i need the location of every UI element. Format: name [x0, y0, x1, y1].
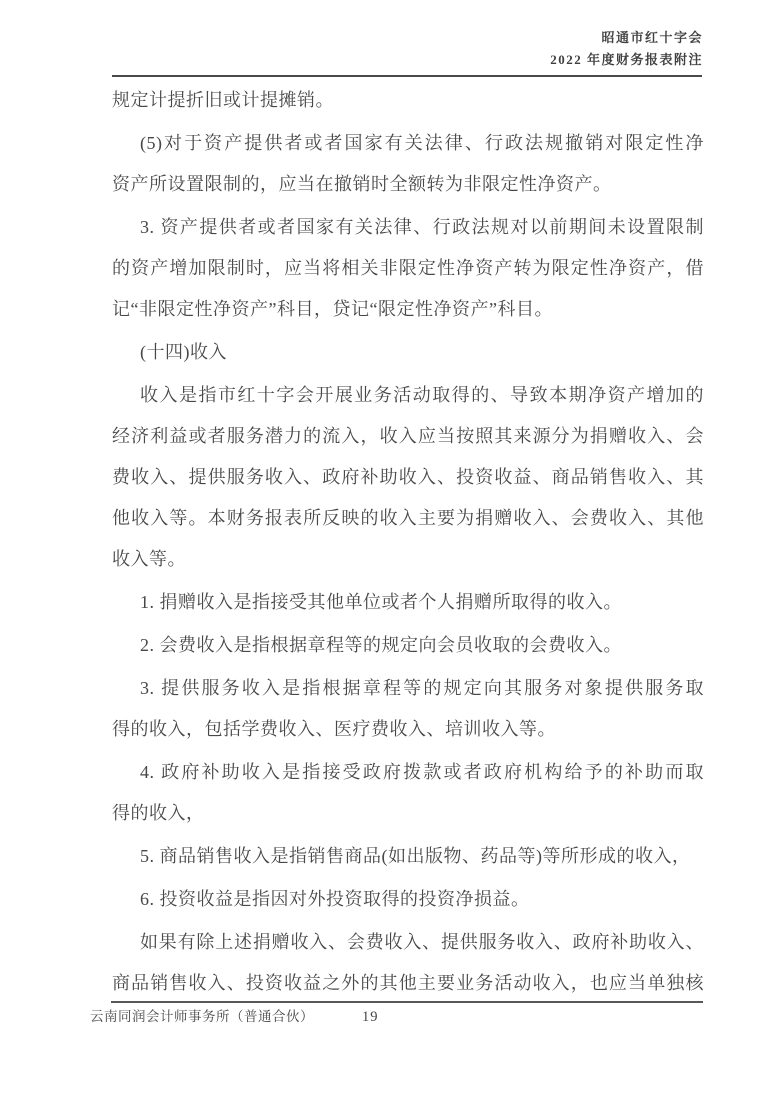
- paragraph: [112, 625, 704, 666]
- text-line: 2. 会费收入是指根据章程等的规定向会员收取的会费收入。: [140, 635, 622, 655]
- section-heading: [112, 332, 704, 373]
- paragraph: [112, 123, 704, 205]
- paragraph: [112, 375, 704, 580]
- text-line: 收入等。: [112, 549, 186, 569]
- text-line: 1. 捐赠收入是指接受其他单位或者个人捐赠所取得的收入。: [140, 592, 622, 612]
- text-line: (5)对于资产提供者或者国家有关法律、行政法规撤销对限定性净: [140, 133, 704, 153]
- document-body: [112, 80, 704, 1004]
- paragraph: [112, 80, 704, 121]
- header-rule: [112, 75, 702, 77]
- text-line: 资产所设置限制的，应当在撤销时全额转为非限定性净资产。: [112, 174, 612, 194]
- text-line: 3. 提供服务收入是指根据章程等的规定向其服务对象提供服务取: [140, 678, 704, 698]
- page-header: [550, 27, 703, 71]
- text-line: 记“非限定性净资产”科目，贷记“限定性净资产”科目。: [112, 299, 553, 319]
- page-footer: [90, 1006, 704, 1028]
- text-line: 他收入等。本财务报表所反映的收入主要为捐赠收入、会费收入、其他: [112, 508, 704, 528]
- text-line: (十四)收入: [140, 342, 227, 362]
- text-line: 的资产增加限制时，应当将相关非限定性净资产转为限定性净资产，借: [112, 258, 704, 278]
- paragraph: [112, 922, 704, 1004]
- text-line: 收入是指市红十字会开展业务活动取得的、导致本期净资产增加的: [140, 385, 704, 405]
- text-line: 得的收入，包括学费收入、医疗费收入、培训收入等。: [112, 719, 556, 739]
- text-line: 商品销售收入、投资收益之外的其他主要业务活动收入，也应当单独核: [112, 973, 704, 993]
- text-line: 4. 政府补助收入是指接受政府拨款或者政府机构给予的补助而取: [140, 762, 704, 782]
- text-line: 如果有除上述捐赠收入、会费收入、提供服务收入、政府补助收入、: [140, 932, 704, 952]
- paragraph: [112, 752, 704, 834]
- paragraph: [112, 207, 704, 330]
- paragraph: [112, 879, 704, 920]
- text-line: 得的收入，: [112, 803, 205, 823]
- footer-page-number: 19: [362, 1009, 379, 1025]
- paragraph: [112, 668, 704, 750]
- text-line: 经济利益或者服务潜力的流入，收入应当按照其来源分为捐赠收入、会: [112, 426, 704, 446]
- paragraph: [112, 836, 704, 877]
- paragraph: [112, 582, 704, 623]
- footer-firm-name: 云南同润会计师事务所（普通合伙）: [90, 1009, 314, 1024]
- text-line: 3. 资产提供者或者国家有关法律、行政法规对以前期间未设置限制: [140, 217, 704, 237]
- header-doc-title: 2022 年度财务报表附注: [550, 52, 703, 67]
- text-line: 费收入、提供服务收入、政府补助收入、投资收益、商品销售收入、其: [112, 467, 704, 487]
- text-line: 规定计提折旧或计提摊销。: [112, 90, 334, 110]
- footer-rule: [111, 1001, 703, 1003]
- text-line: 6. 投资收益是指因对外投资取得的投资净损益。: [140, 889, 530, 909]
- header-org-name: 昭通市红十字会: [601, 30, 703, 45]
- text-line: 5. 商品销售收入是指销售商品(如出版物、药品等)等所形成的收入，: [140, 846, 691, 866]
